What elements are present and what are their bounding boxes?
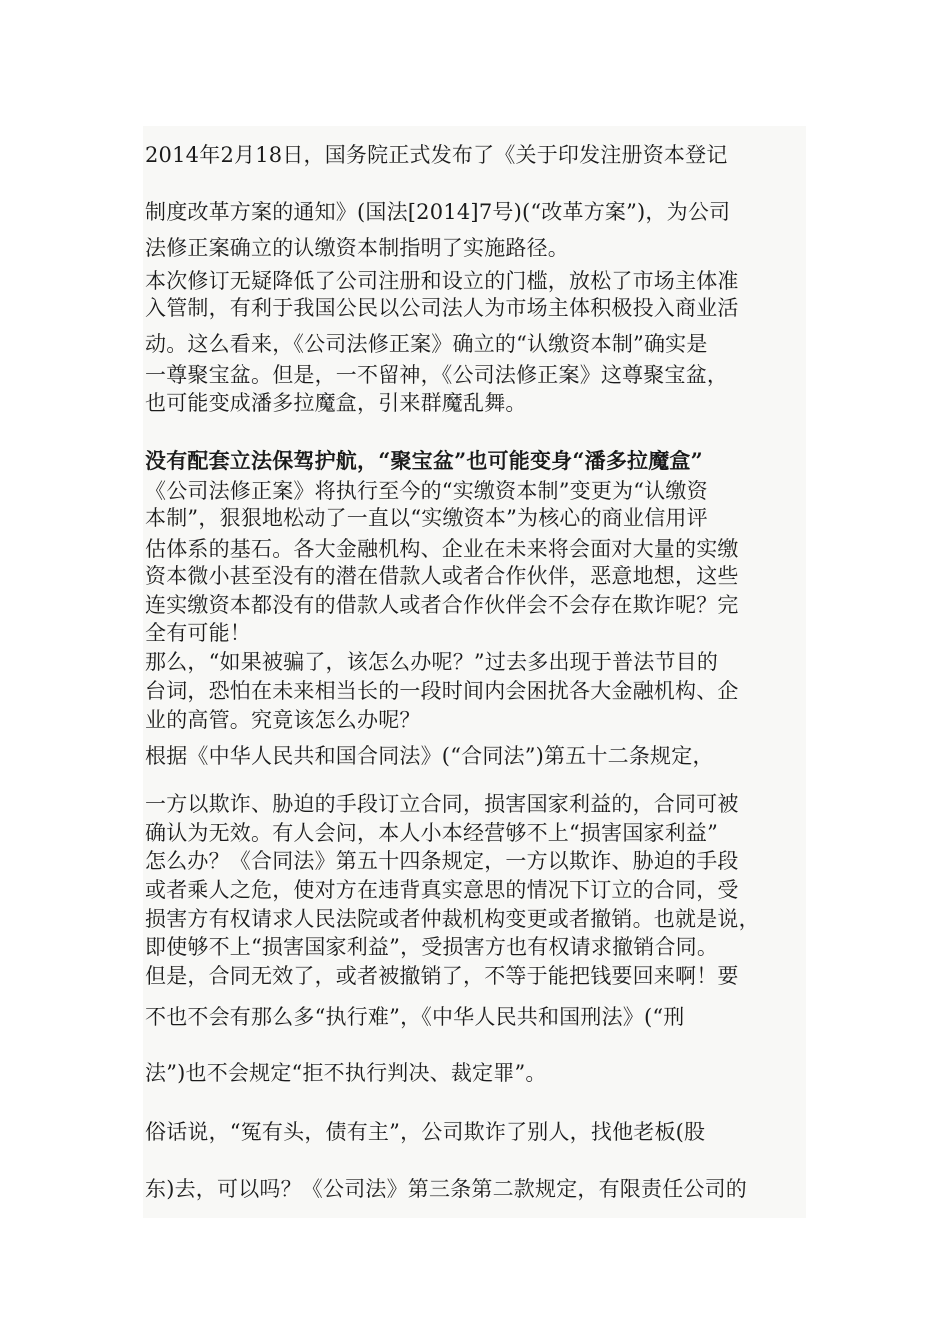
- text-line: 法”)也不会规定“拒不执行判决、裁定罪”。: [145, 1061, 547, 1085]
- text-line: 东)去，可以吗？《公司法》第三条第二款规定，有限责任公司的: [145, 1177, 747, 1201]
- text-line: 2014年2月18日，国务院正式发布了《关于印发注册资本登记: [145, 143, 728, 167]
- text-line: 那么，“如果被骗了，该怎么办呢？”过去多出现于普法节目的: [145, 650, 719, 674]
- text-line: 即使够不上“损害国家利益”，受损害方也有权请求撤销合同。: [145, 935, 719, 959]
- text-line: 确认为无效。有人会问，本人小本经营够不上“损害国家利益”: [145, 821, 719, 845]
- text-line: 全有可能！: [145, 621, 251, 645]
- text-line: 法修正案确立的认缴资本制指明了实施路径。: [145, 236, 569, 260]
- section-heading: 没有配套立法保驾护航，“聚宝盆”也可能变身“潘多拉魔盒”: [145, 448, 703, 473]
- text-line: 资本微小甚至没有的潜在借款人或者合作伙伴，恶意地想，这些: [145, 564, 739, 588]
- text-line: 动。这么看来，《公司法修正案》确立的“认缴资本制”确实是: [145, 332, 708, 356]
- text-line: 一尊聚宝盆。但是，一不留神，《公司法修正案》这尊聚宝盆，: [145, 363, 729, 387]
- text-line: 一方以欺诈、胁迫的手段订立合同，损害国家利益的，合同可被: [145, 792, 739, 816]
- text-line: 《公司法修正案》将执行至今的“实缴资本制”变更为“认缴资: [145, 479, 708, 503]
- text-line: 根据《中华人民共和国合同法》(“合同法”)第五十二条规定，: [145, 744, 714, 768]
- text-line: 本制”，狠狠地松动了一直以“实缴资本”为核心的商业信用评: [145, 506, 708, 530]
- text-line: 俗话说，“冤有头，债有主”，公司欺诈了别人，找他老板(股: [145, 1120, 706, 1144]
- text-line: 但是，合同无效了，或者被撤销了，不等于能把钱要回来啊！要: [145, 964, 739, 988]
- text-line: 或者乘人之危，使对方在违背真实意思的情况下订立的合同，受: [145, 878, 739, 902]
- text-line: 也可能变成潘多拉魔盒，引来群魔乱舞。: [145, 391, 527, 415]
- text-line: 制度改革方案的通知》(国法[2014]7号)(“改革方案”)，为公司: [145, 200, 731, 224]
- text-line: 损害方有权请求人民法院或者仲裁机构变更或者撤销。也就是说，: [145, 907, 760, 931]
- text-line: 台词，恐怕在未来相当长的一段时间内会困扰各大金融机构、企: [145, 679, 739, 703]
- text-line: 连实缴资本都没有的借款人或者合作伙伴会不会存在欺诈呢？完: [145, 593, 739, 617]
- text-line: 怎么办？《合同法》第五十四条规定，一方以欺诈、胁迫的手段: [145, 849, 739, 873]
- text-line: 入管制，有利于我国公民以公司法人为市场主体积极投入商业活: [145, 296, 739, 320]
- text-line: 不也不会有那么多“执行难”，《中华人民共和国刑法》(“刑: [145, 1005, 685, 1029]
- text-line: 业的高管。究竟该怎么办呢？: [145, 708, 421, 732]
- text-line: 本次修订无疑降低了公司注册和设立的门槛，放松了市场主体准: [145, 269, 739, 293]
- document-body: [143, 126, 806, 1218]
- text-line: 估体系的基石。各大金融机构、企业在未来将会面对大量的实缴: [145, 537, 739, 561]
